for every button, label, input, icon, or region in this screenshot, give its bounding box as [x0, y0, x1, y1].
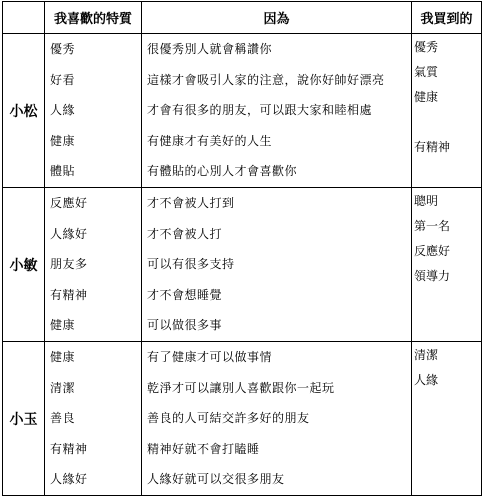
reason-item: 善良的人可結交許多好的朋友	[147, 411, 310, 426]
trait-item: 優秀	[50, 42, 76, 56]
bought-item: 領導力	[414, 269, 451, 283]
trait-item: 朋友多	[50, 257, 88, 272]
bought-item: 聰明	[414, 194, 439, 208]
reasons-cell	[142, 188, 412, 342]
reasons-cell	[142, 342, 412, 496]
traits-cell	[45, 342, 142, 496]
student-name: 小松	[3, 34, 45, 188]
header-row	[3, 2, 482, 34]
reason-item: 有體貼的心別人才會喜歡你	[147, 164, 298, 179]
trait-item: 善良	[50, 411, 76, 426]
header-bought: 我買到的	[412, 2, 482, 34]
student-row	[3, 342, 482, 496]
bought-item: 人緣	[414, 373, 439, 387]
trait-item: 健康	[50, 350, 76, 364]
bought-cell	[412, 342, 482, 496]
reason-item: 乾淨才可以讓別人喜歡跟你一起玩	[147, 380, 335, 395]
reason-item: 可以有很多支持	[147, 257, 235, 272]
reason-item: 人緣好就可以交很多朋友	[147, 472, 285, 487]
bought-item: 健康	[414, 90, 439, 104]
bought-item: 第一名	[414, 219, 451, 233]
traits-cell	[45, 188, 142, 342]
traits-cell	[45, 34, 142, 188]
trait-item: 健康	[50, 133, 76, 148]
trait-item: 人緣	[50, 103, 76, 118]
reason-item: 這樣才會吸引人家的注意，說你好帥好漂亮	[147, 72, 385, 87]
student-name: 小玉	[3, 342, 45, 496]
bought-cell	[412, 188, 482, 342]
student-row	[3, 188, 482, 342]
trait-table	[2, 1, 482, 496]
reason-item: 可以做很多事	[147, 318, 223, 333]
trait-item: 有精神	[50, 441, 88, 456]
trait-item: 人緣好	[50, 226, 88, 241]
bought-item: 氣質	[414, 65, 439, 79]
trait-item: 有精神	[50, 287, 88, 302]
trait-item: 反應好	[50, 196, 88, 210]
reason-item: 很優秀別人就會稱讚你	[147, 42, 273, 56]
reason-item: 才不會想睡覺	[147, 287, 223, 302]
student-row	[3, 34, 482, 188]
trait-item: 體貼	[50, 164, 76, 179]
header-traits: 我喜歡的特質	[45, 2, 142, 34]
reason-item: 才不會被人打	[147, 226, 223, 241]
reason-item: 有健康才有美好的人生	[147, 133, 273, 148]
bought-item: 優秀	[414, 40, 439, 54]
header-reasons: 因為	[142, 2, 412, 34]
reason-item: 才會有很多的朋友，可以跟大家和睦相處	[147, 103, 373, 118]
reason-item: 有了健康才可以做事情	[147, 350, 273, 364]
bought-item: 反應好	[414, 244, 451, 258]
bought-item: 清潔	[414, 348, 439, 362]
trait-item: 清潔	[50, 380, 76, 395]
reason-item: 才不會被人打到	[147, 196, 235, 210]
bought-item	[412, 110, 481, 135]
bought-item: 有精神	[414, 140, 451, 154]
header-blank	[3, 2, 45, 34]
reasons-cell	[142, 34, 412, 188]
trait-item: 好看	[50, 72, 76, 87]
student-name: 小敏	[3, 188, 45, 342]
trait-item: 健康	[50, 318, 76, 333]
bought-cell	[412, 34, 482, 188]
trait-item: 人緣好	[50, 472, 88, 487]
reason-item: 精神好就不會打瞌睡	[147, 441, 260, 456]
